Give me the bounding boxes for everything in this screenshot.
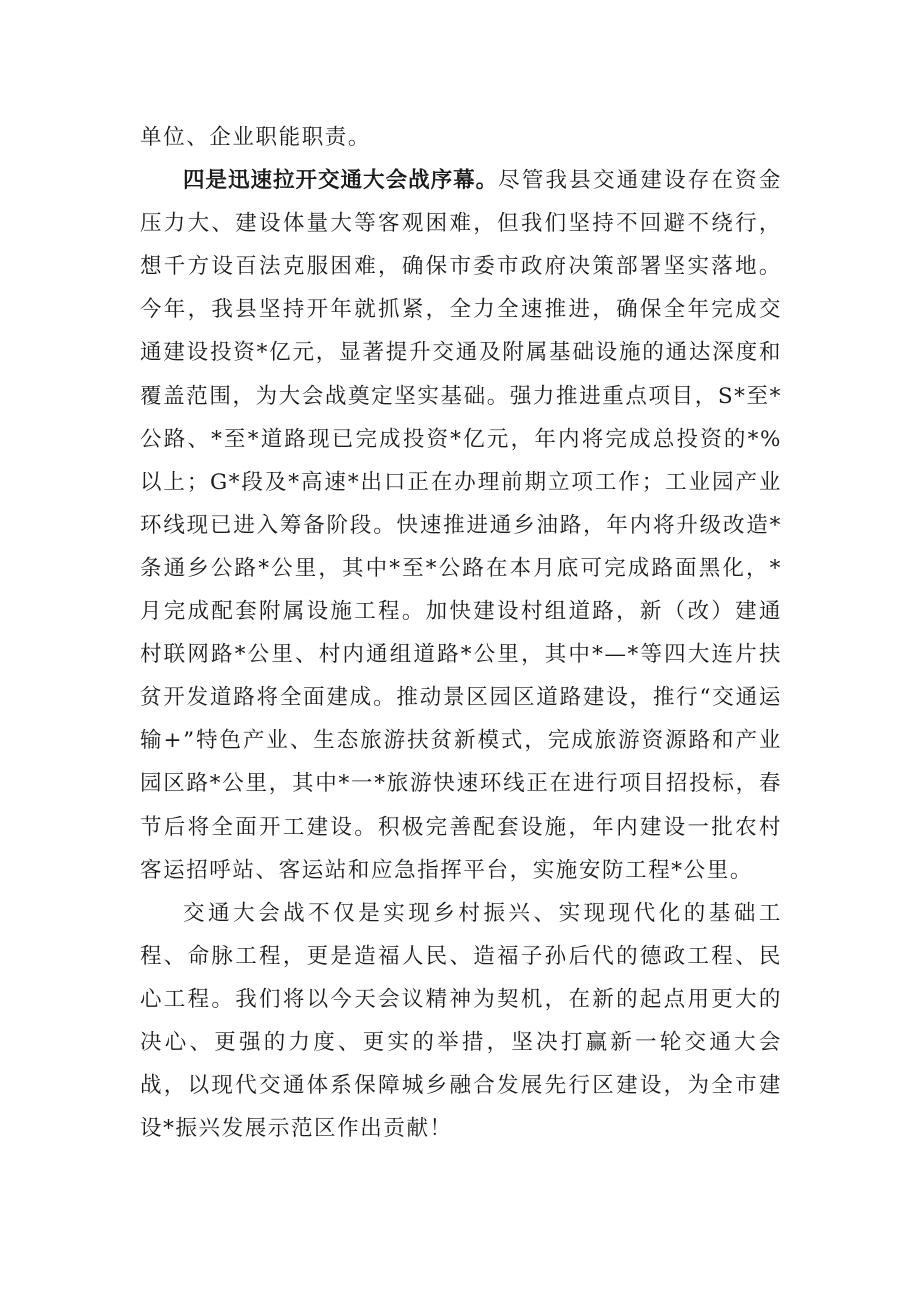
paragraph-conclusion [140, 892, 782, 1151]
paragraph-lead-heading: 四是迅速拉开交通大会战序幕。 [183, 168, 499, 194]
paragraph-transport-campaign-text: 尽管我县交通建设存在资金压力大、建设体量大等客观困难，但我们坚持不回避不绕行，想千方设百法克服困难，确保市委市政府决策部署坚实落地。今年，我县坚持开年就抓紧，全力全速推进，确保全年完成交通建设投资*亿元，显著提升交通及附属基础设施的通达深度和覆盖范围，为大会战奠定坚实基础。强力推进重点项目，S*至*公路、*至*道路现已完成投资*亿元，年内将完成总投资的*%以上；G*段及*高速*出口正在办理前期立项工作；工业园产业环线现已进入筹备阶段。快速推进通乡油路，年内将升级改造*条通乡公路*公里，其中*至*公路在本月底可完成路面黑化，*月完成配套附属设施工程。加快建设村组道路，新（改）建通村联网路*公里、村内通组道路*公里，其中*—*等四大连片扶贫开发道路将全面建成。推动景区园区道路建设，推行“交通运输+”特色产业、生态旅游扶贫新模式，完成旅游资源路和产业园区路*公里，其中*一*旅游快速环线正在进行项目招投标，春节后将全面开工建设。积极完善配套设施，年内建设一批农村客运招呼站、客运站和应急指挥平台，实施安防工程*公里。 [140, 168, 782, 883]
paragraph-continuation-text: 单位、企业职能职责。 [140, 125, 372, 150]
document-body [140, 116, 782, 1150]
paragraph-continuation [140, 116, 782, 159]
paragraph-conclusion-text: 交通大会战不仅是实现乡村振兴、实现现代化的基础工程、命脉工程，更是造福人民、造福子孙后代的德政工程、民心工程。我们将以今天会议精神为契机，在新的起点用更大的决心、更强的力度、更实的举措，坚决打赢新一轮交通大会战，以现代交通体系保障城乡融合发展先行区建设，为全市建设*振兴发展示范区作出贡献！ [140, 900, 782, 1142]
paragraph-transport-campaign [140, 159, 782, 892]
